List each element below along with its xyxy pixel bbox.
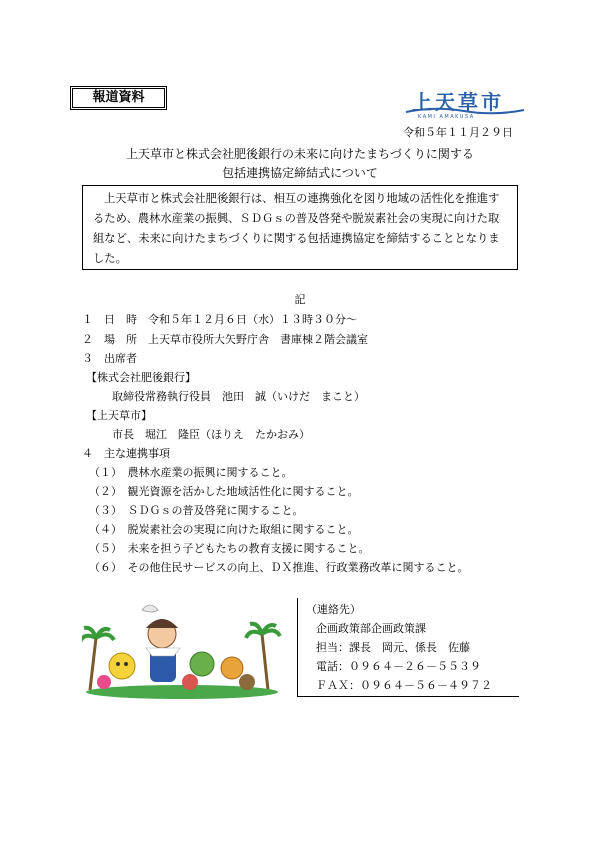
- contact-staff: 担当：課長 岡元、係長 佐藤: [316, 641, 470, 654]
- contact-box: [297, 598, 519, 697]
- city-logo: [404, 84, 530, 124]
- city-logo-subtext: KAMI AMAKUSA: [418, 114, 475, 120]
- contact-heading: （連絡先）: [306, 603, 361, 616]
- contact-fax: ＦＡＸ：０９６４－５６－４９７２: [316, 679, 492, 692]
- detail-datetime: １ 日 時 令和５年１２月６日（水）１３時３０分～: [82, 313, 357, 326]
- title-line-2: 包括連携協定締結式について: [222, 166, 378, 180]
- city-person: 市長 堀江 隆臣（ほりえ たかおみ）: [112, 428, 310, 441]
- city-header: 【上天草市】: [86, 409, 152, 422]
- contact-phone: 電話：０９６４－２６－５５３９: [316, 660, 481, 673]
- press-release-label: 報道資料: [70, 86, 167, 110]
- cooperation-item: （６） その他住民サービスの向上、ＤＸ推進、行政業務改革に関すること。: [89, 561, 469, 574]
- bank-person: 取締役常務執行役員 池田 誠（いけだ まこと）: [112, 390, 365, 403]
- cooperation-item: （４） 脱炭素社会の実現に向けた取組に関すること。: [89, 523, 359, 536]
- cooperation-item: （１） 農林水産業の振興に関すること。: [89, 466, 293, 479]
- mascot-illustration: [82, 598, 282, 700]
- title-line-1: 上天草市と株式会社肥後銀行の未来に向けたまちづくりに関する: [126, 147, 474, 161]
- detail-venue: ２ 場 所 上天草市役所大矢野庁舎 書庫棟２階会議室: [82, 333, 368, 346]
- detail-attendees: ３ 出席者: [82, 352, 137, 365]
- contact-department: 企画政策部企画政策課: [316, 622, 426, 635]
- release-date: 令和５年１１月２９日: [403, 126, 513, 139]
- ki-heading: 記: [294, 293, 306, 306]
- city-logo-text: 上天草市: [412, 90, 504, 114]
- cooperation-item: （５） 未来を担う子どもたちの教育支援に関すること。: [89, 542, 370, 555]
- logo-wave-icon: [404, 84, 530, 124]
- summary-box: 上天草市と株式会社肥後銀行は、相互の連携強化を図り地域の活性化を推進するため、農林水産業の振興、ＳＤＧｓの普及啓発や脱炭素社会の実現に向けた取組など、未来に向けたまちづくりに関する包括連携協定を締結することとなりました。: [82, 185, 518, 270]
- cooperation-item: （２） 観光資源を活かした地域活性化に関すること。: [89, 485, 359, 498]
- bank-header: 【株式会社肥後銀行】: [86, 371, 196, 384]
- detail-cooperation: ４ 主な連携事項: [82, 447, 170, 460]
- cooperation-item: （３） ＳＤＧｓの普及啓発に関すること。: [89, 504, 304, 517]
